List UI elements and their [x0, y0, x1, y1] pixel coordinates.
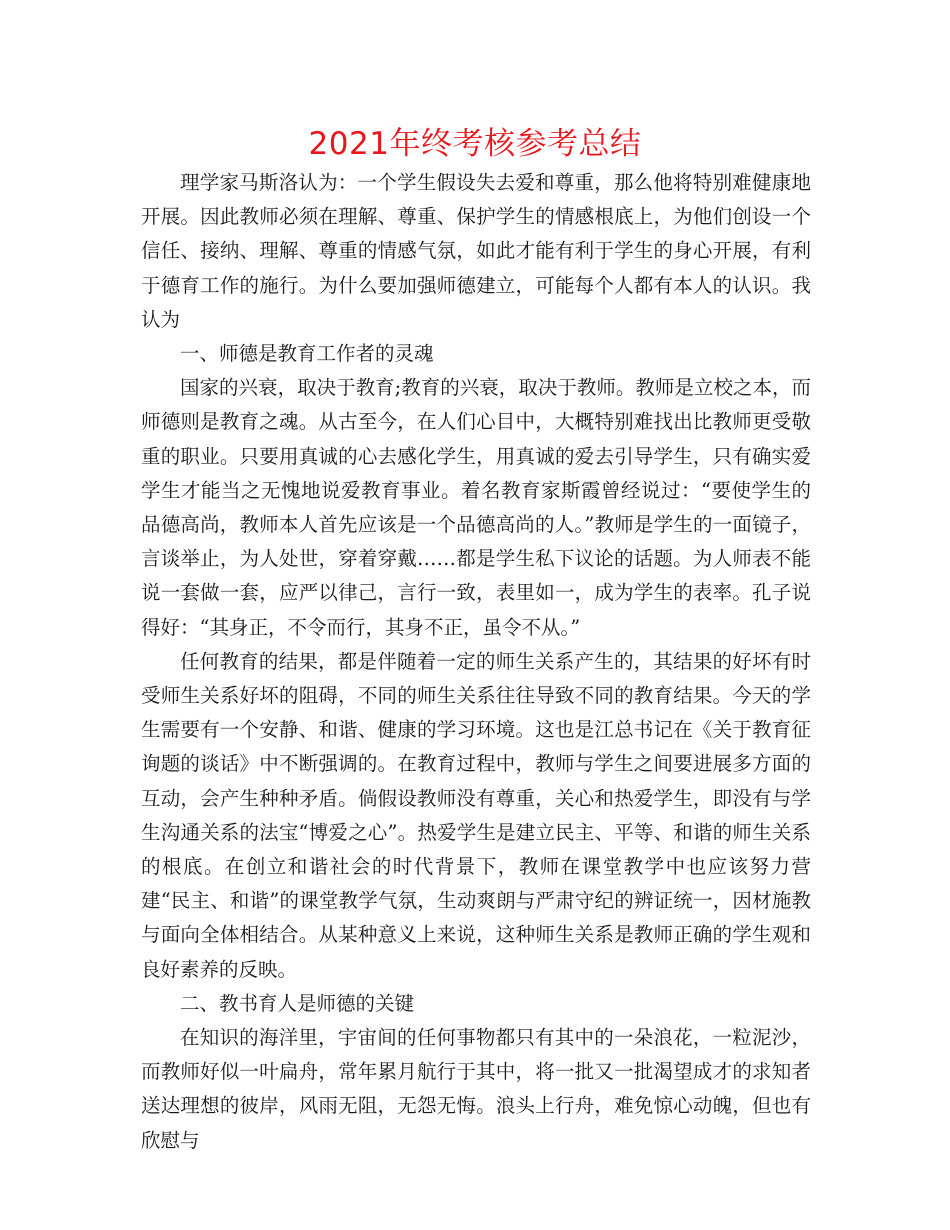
paragraph-intro: 理学家马斯洛认为：一个学生假设失去爱和尊重，那么他将特别难健康地开展。因此教师必须在理解、尊重、保护学生的情感根底上，为他们创设一个信任、接纳、理解、尊重的情感气氛，如此才能有利于学生的身心开展，有利于德育工作的施行。为什么要加强师德建立，可能每个人都有本人的认识。我认为 — [141, 171, 811, 331]
paragraph-section-1-a: 国家的兴衰，取决于教育;教育的兴衰，取决于教师。教师是立校之本，而师德则是教育之魂。从古至今，在人们心目中，大概特别难找出比教师更受敬重的职业。只要用真诚的心去感化学生，用真诚的爱去引导学生，只有确实爱学生才能当之无愧地说爱教育事业。着名教育家斯霞曾经说过：“要使学生的品德高尚，教师本人首先应该是一个品德高尚的人。”教师是学生的一面镜子，言谈举止，为人处世，穿着穿戴……都是学生私下议论的话题。为人师表不能说一套做一套，应严以律己，言行一致，表里如一，成为学生的表率。孔子说得好：“其身正，不令而行，其身不正，虽令不从。” — [141, 376, 811, 639]
section-heading-1: 一、师德是教育工作者的灵魂 — [180, 342, 434, 366]
section-heading-2: 二、教书育人是师德的关键 — [180, 991, 415, 1015]
document-body — [141, 166, 811, 1158]
paragraph-section-2-a: 在知识的海洋里，宇宙间的任何事物都只有其中的一朵浪花，一粒泥沙，而教师好似一叶扁舟，常年累月航行于其中，将一批又一批渴望成才的求知者送达理想的彼岸，风雨无阻，无怨无悔。浪头上行舟，难免惊心动魄，但也有欣慰与 — [141, 1026, 811, 1152]
document-title: 2021年终考核参考总结 — [308, 126, 642, 162]
paragraph-section-1-b: 任何教育的结果，都是伴随着一定的师生关系产生的，其结果的好坏有时受师生关系好坏的阻碍，不同的师生关系往往导致不同的教育结果。今天的学生需要有一个安静、和谐、健康的学习环境。这也是江总书记在《关于教育征询题的谈话》中不断强调的。在教育过程中，教师与学生之间要进展多方面的互动，会产生种种矛盾。倘假设教师没有尊重，关心和热爱学生，即没有与学生沟通关系的法宝“博爱之心”。热爱学生是建立民主、平等、和谐的师生关系的根底。在创立和谐社会的时代背景下，教师在课堂教学中也应该努力营建“民主、和谐”的课堂教学气氛，生动爽朗与严肃守纪的辨证统一，因材施教与面向全体相结合。从某种意义上来说，这种师生关系是教师正确的学生观和良好素养的反映。 — [141, 649, 811, 981]
